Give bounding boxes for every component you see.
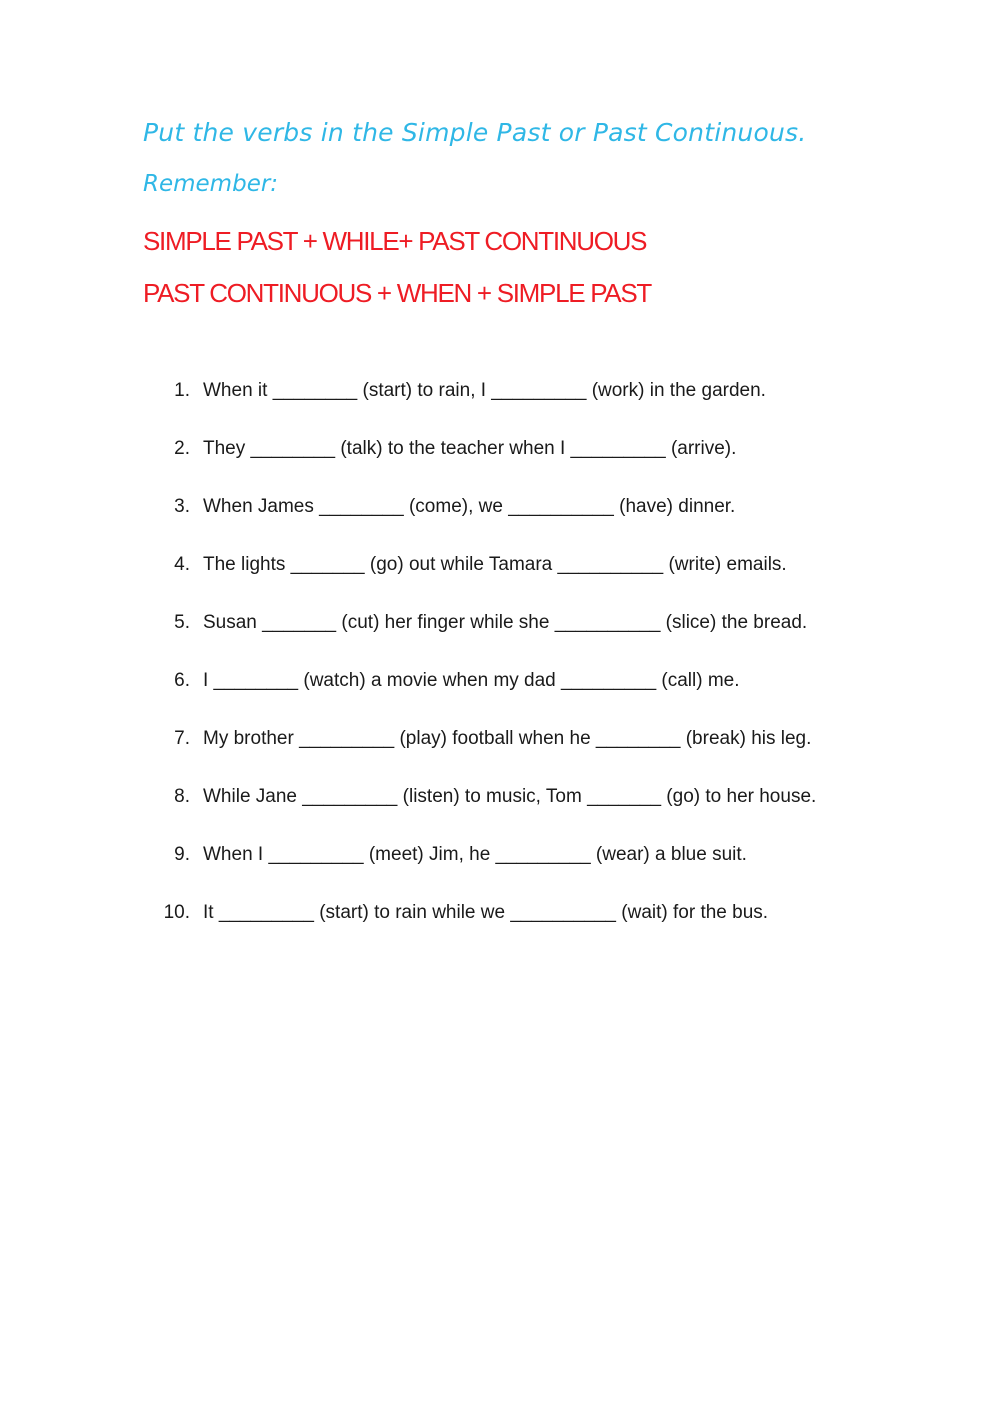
exercise-sentence: They ________ (talk) to the teacher when I _________ (arrive). xyxy=(203,438,737,459)
exercise-number: 1. xyxy=(174,380,190,401)
exercise-number: 4. xyxy=(174,554,190,575)
exercise-sentence: My brother _________ (play) football when he ________ (break) his leg. xyxy=(203,728,812,749)
exercise-sentence: When I _________ (meet) Jim, he _________ (wear) a blue suit. xyxy=(203,844,747,865)
instruction-heading: Put the verbs in the Simple Past or Past Continuous. xyxy=(143,118,807,147)
exercise-item-6 xyxy=(0,665,1000,723)
exercise-sentence: The lights _______ (go) out while Tamara __________ (write) emails. xyxy=(203,554,787,575)
exercise-sentence: When James ________ (come), we __________ (have) dinner. xyxy=(203,496,736,517)
exercise-number: 2. xyxy=(174,438,190,459)
exercise-number: 3. xyxy=(174,496,190,517)
exercise-number: 5. xyxy=(174,612,190,633)
exercise-list xyxy=(0,375,1000,955)
exercise-item-4 xyxy=(0,549,1000,607)
exercise-sentence: While Jane _________ (listen) to music, Tom _______ (go) to her house. xyxy=(203,786,817,807)
exercise-item-10 xyxy=(0,897,1000,955)
exercise-item-2 xyxy=(0,433,1000,491)
exercise-item-9 xyxy=(0,839,1000,897)
exercise-number: 8. xyxy=(174,786,190,807)
exercise-number: 10. xyxy=(163,902,190,923)
rule-past-continuous-when: PAST CONTINUOUS + WHEN + SIMPLE PAST xyxy=(143,278,651,308)
exercise-sentence: When it ________ (start) to rain, I _________ (work) in the garden. xyxy=(203,380,766,401)
exercise-number: 6. xyxy=(174,670,190,691)
exercise-item-8 xyxy=(0,781,1000,839)
rule-simple-past-while: SIMPLE PAST + WHILE+ PAST CONTINUOUS xyxy=(143,226,647,256)
exercise-sentence: I ________ (watch) a movie when my dad _________ (call) me. xyxy=(203,670,740,691)
exercise-item-1 xyxy=(0,375,1000,433)
exercise-item-5 xyxy=(0,607,1000,665)
exercise-number: 9. xyxy=(174,844,190,865)
exercise-sentence: It _________ (start) to rain while we __________ (wait) for the bus. xyxy=(203,902,769,923)
remember-label: Remember: xyxy=(143,171,279,197)
exercise-number: 7. xyxy=(174,728,190,749)
exercise-item-3 xyxy=(0,491,1000,549)
exercise-sentence: Susan _______ (cut) her finger while she __________ (slice) the bread. xyxy=(203,612,808,633)
exercise-item-7 xyxy=(0,723,1000,781)
